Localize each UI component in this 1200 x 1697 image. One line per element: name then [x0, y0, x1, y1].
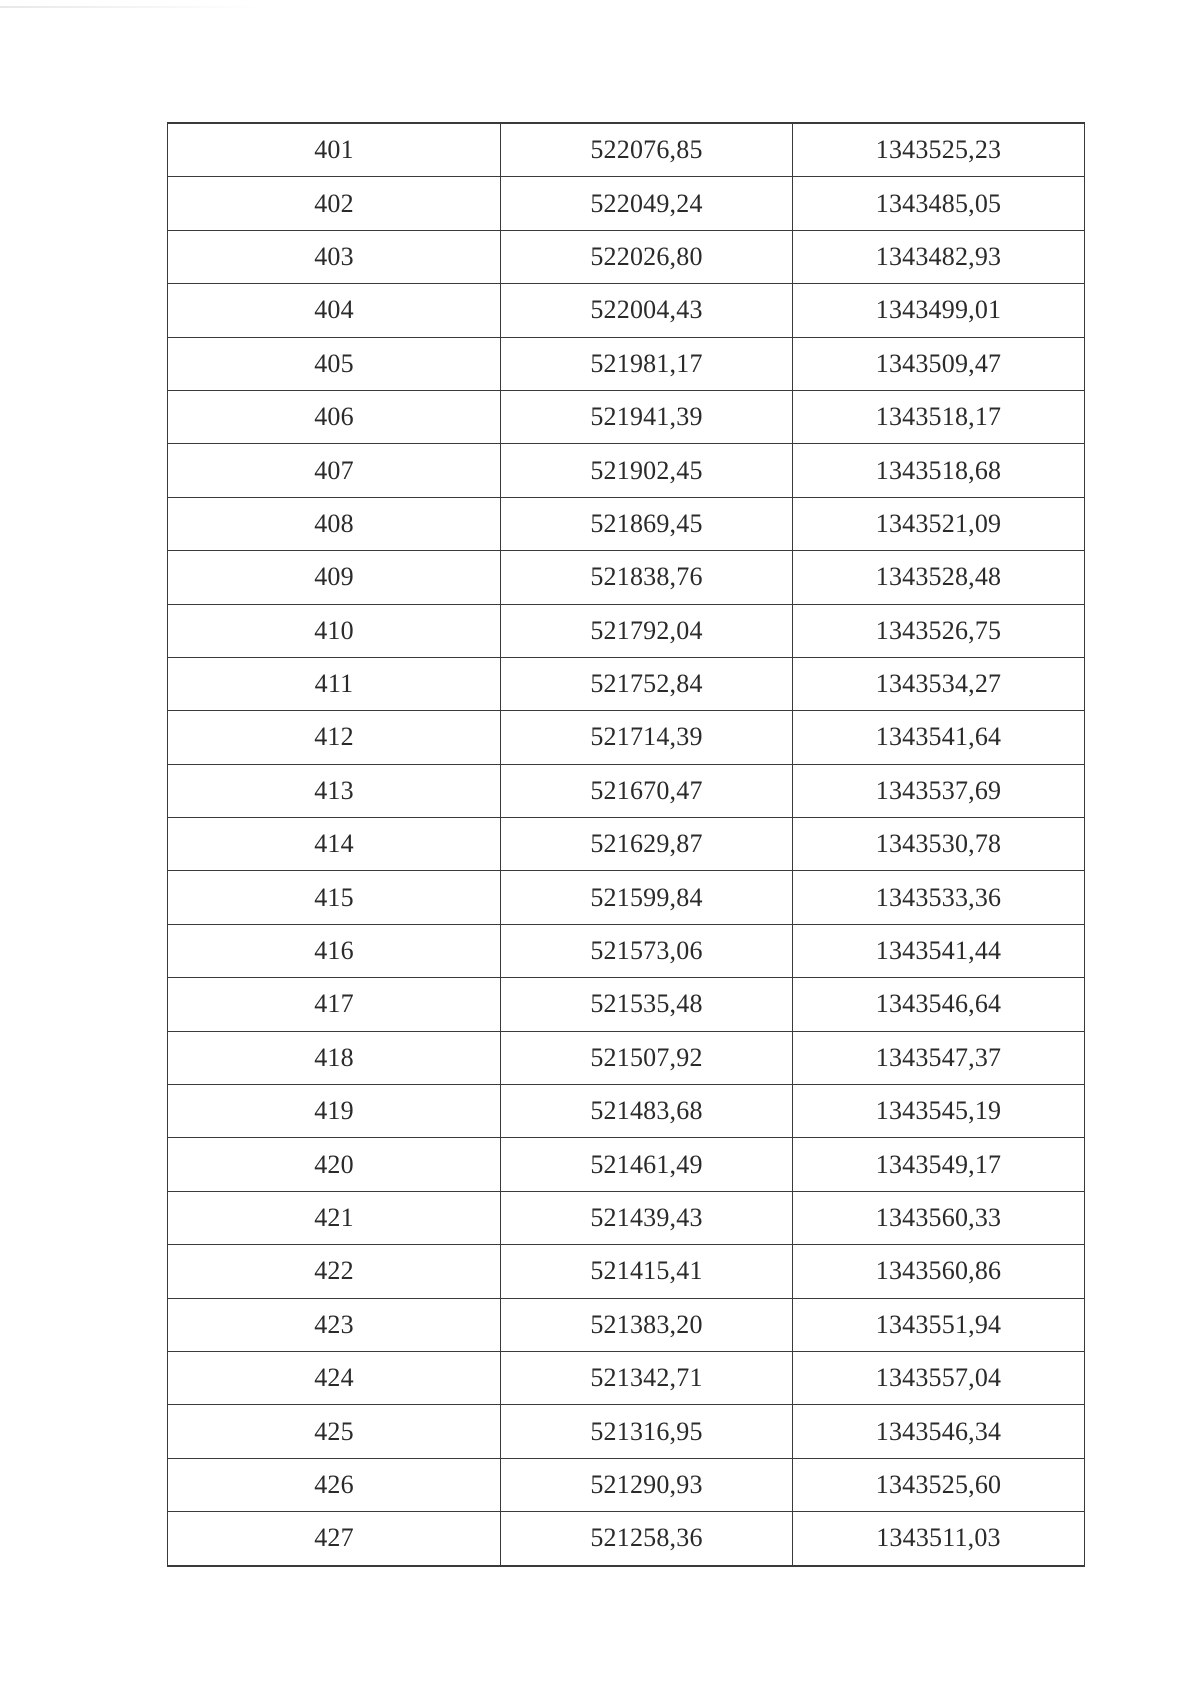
x-coordinate-cell: 522004,43 — [501, 284, 793, 337]
x-coordinate-cell: 521599,84 — [501, 871, 793, 924]
x-coordinate-cell: 521415,41 — [501, 1245, 793, 1298]
y-coordinate-cell: 1343560,33 — [793, 1191, 1085, 1244]
point-number-cell: 402 — [168, 177, 501, 230]
y-coordinate-cell: 1343528,48 — [793, 551, 1085, 604]
point-number-cell: 419 — [168, 1085, 501, 1138]
y-coordinate-cell: 1343518,68 — [793, 444, 1085, 497]
y-coordinate-cell: 1343551,94 — [793, 1298, 1085, 1351]
table-row — [168, 1458, 1085, 1511]
y-coordinate-cell: 1343521,09 — [793, 497, 1085, 550]
x-coordinate-cell: 521792,04 — [501, 604, 793, 657]
x-coordinate-cell: 521342,71 — [501, 1351, 793, 1404]
x-coordinate-cell: 521258,36 — [501, 1512, 793, 1566]
point-number-cell: 408 — [168, 497, 501, 550]
table-row — [168, 497, 1085, 550]
table-row — [168, 551, 1085, 604]
table-row — [168, 1191, 1085, 1244]
x-coordinate-cell: 521316,95 — [501, 1405, 793, 1458]
y-coordinate-cell: 1343499,01 — [793, 284, 1085, 337]
table-row — [168, 230, 1085, 283]
y-coordinate-cell: 1343533,36 — [793, 871, 1085, 924]
point-number-cell: 411 — [168, 657, 501, 710]
point-number-cell: 410 — [168, 604, 501, 657]
table-row — [168, 871, 1085, 924]
table-row — [168, 1405, 1085, 1458]
y-coordinate-cell: 1343547,37 — [793, 1031, 1085, 1084]
y-coordinate-cell: 1343545,19 — [793, 1085, 1085, 1138]
y-coordinate-cell: 1343509,47 — [793, 337, 1085, 390]
table-row — [168, 1298, 1085, 1351]
point-number-cell: 412 — [168, 711, 501, 764]
x-coordinate-cell: 522049,24 — [501, 177, 793, 230]
table-row — [168, 978, 1085, 1031]
point-number-cell: 420 — [168, 1138, 501, 1191]
x-coordinate-cell: 521535,48 — [501, 978, 793, 1031]
x-coordinate-cell: 521670,47 — [501, 764, 793, 817]
table-row — [168, 1351, 1085, 1404]
point-number-cell: 425 — [168, 1405, 501, 1458]
table-row — [168, 924, 1085, 977]
y-coordinate-cell: 1343560,86 — [793, 1245, 1085, 1298]
point-number-cell: 422 — [168, 1245, 501, 1298]
table-row — [168, 1031, 1085, 1084]
x-coordinate-cell: 521941,39 — [501, 390, 793, 443]
y-coordinate-cell: 1343537,69 — [793, 764, 1085, 817]
y-coordinate-cell: 1343557,04 — [793, 1351, 1085, 1404]
point-number-cell: 427 — [168, 1512, 501, 1566]
x-coordinate-cell: 521439,43 — [501, 1191, 793, 1244]
point-number-cell: 404 — [168, 284, 501, 337]
x-coordinate-cell: 521461,49 — [501, 1138, 793, 1191]
x-coordinate-cell: 521752,84 — [501, 657, 793, 710]
x-coordinate-cell: 521869,45 — [501, 497, 793, 550]
point-number-cell: 417 — [168, 978, 501, 1031]
table-row — [168, 123, 1085, 177]
table-row — [168, 1512, 1085, 1566]
y-coordinate-cell: 1343482,93 — [793, 230, 1085, 283]
table-row — [168, 818, 1085, 871]
y-coordinate-cell: 1343530,78 — [793, 818, 1085, 871]
x-coordinate-cell: 522026,80 — [501, 230, 793, 283]
y-coordinate-cell: 1343541,64 — [793, 711, 1085, 764]
coordinates-table — [167, 122, 1085, 1567]
x-coordinate-cell: 521629,87 — [501, 818, 793, 871]
x-coordinate-cell: 521981,17 — [501, 337, 793, 390]
point-number-cell: 421 — [168, 1191, 501, 1244]
table-row — [168, 177, 1085, 230]
table-row — [168, 284, 1085, 337]
table-row — [168, 764, 1085, 817]
y-coordinate-cell: 1343526,75 — [793, 604, 1085, 657]
point-number-cell: 416 — [168, 924, 501, 977]
table-row — [168, 1085, 1085, 1138]
x-coordinate-cell: 521383,20 — [501, 1298, 793, 1351]
x-coordinate-cell: 521507,92 — [501, 1031, 793, 1084]
point-number-cell: 415 — [168, 871, 501, 924]
point-number-cell: 401 — [168, 123, 501, 177]
point-number-cell: 406 — [168, 390, 501, 443]
y-coordinate-cell: 1343525,23 — [793, 123, 1085, 177]
table-row — [168, 444, 1085, 497]
y-coordinate-cell: 1343541,44 — [793, 924, 1085, 977]
table-row — [168, 604, 1085, 657]
point-number-cell: 423 — [168, 1298, 501, 1351]
table-row — [168, 390, 1085, 443]
table-row — [168, 1245, 1085, 1298]
table-row — [168, 657, 1085, 710]
table-row — [168, 1138, 1085, 1191]
y-coordinate-cell: 1343511,03 — [793, 1512, 1085, 1566]
point-number-cell: 418 — [168, 1031, 501, 1084]
x-coordinate-cell: 521838,76 — [501, 551, 793, 604]
point-number-cell: 426 — [168, 1458, 501, 1511]
x-coordinate-cell: 521573,06 — [501, 924, 793, 977]
point-number-cell: 413 — [168, 764, 501, 817]
scan-artifact — [0, 6, 260, 8]
y-coordinate-cell: 1343525,60 — [793, 1458, 1085, 1511]
y-coordinate-cell: 1343546,34 — [793, 1405, 1085, 1458]
y-coordinate-cell: 1343518,17 — [793, 390, 1085, 443]
y-coordinate-cell: 1343549,17 — [793, 1138, 1085, 1191]
x-coordinate-cell: 522076,85 — [501, 123, 793, 177]
x-coordinate-cell: 521290,93 — [501, 1458, 793, 1511]
point-number-cell: 409 — [168, 551, 501, 604]
coordinates-table-body — [168, 123, 1085, 1566]
table-row — [168, 337, 1085, 390]
x-coordinate-cell: 521714,39 — [501, 711, 793, 764]
point-number-cell: 405 — [168, 337, 501, 390]
x-coordinate-cell: 521483,68 — [501, 1085, 793, 1138]
point-number-cell: 403 — [168, 230, 501, 283]
y-coordinate-cell: 1343546,64 — [793, 978, 1085, 1031]
y-coordinate-cell: 1343485,05 — [793, 177, 1085, 230]
y-coordinate-cell: 1343534,27 — [793, 657, 1085, 710]
point-number-cell: 407 — [168, 444, 501, 497]
point-number-cell: 424 — [168, 1351, 501, 1404]
x-coordinate-cell: 521902,45 — [501, 444, 793, 497]
table-row — [168, 711, 1085, 764]
point-number-cell: 414 — [168, 818, 501, 871]
